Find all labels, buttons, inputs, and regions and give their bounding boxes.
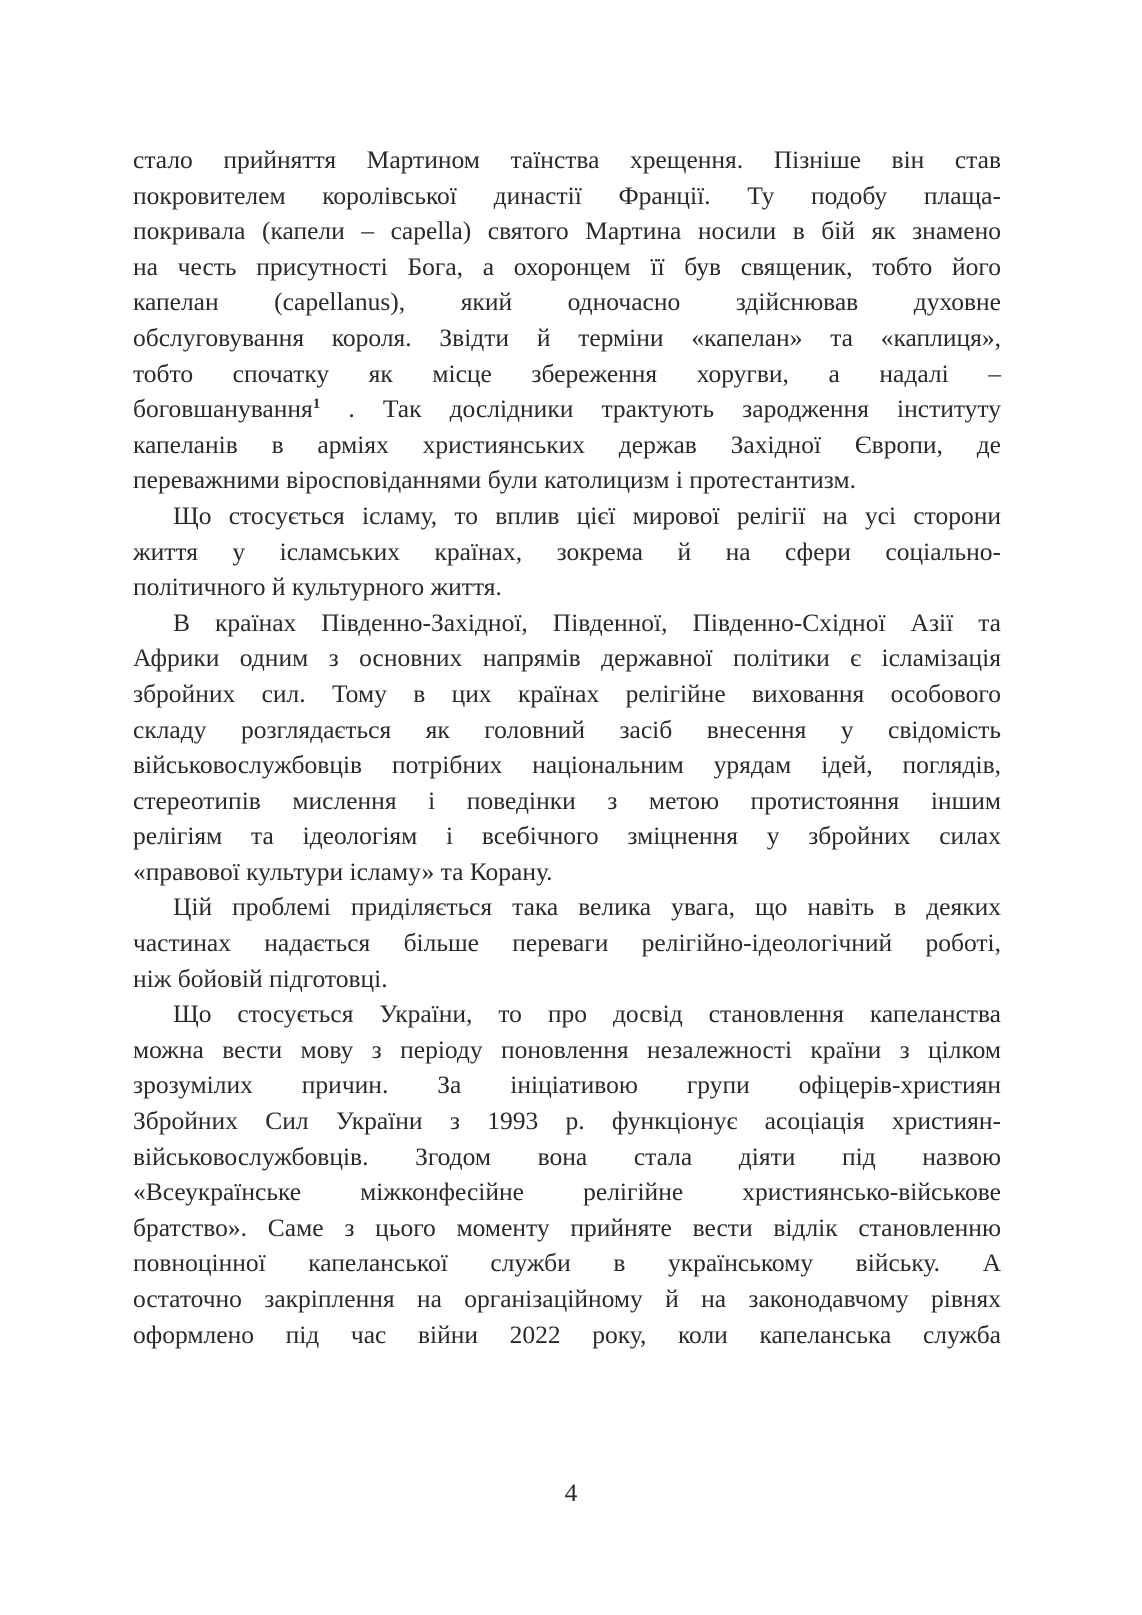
text-line: зрозумілих причин. За ініціативою групи офіцерів-християн xyxy=(133,1070,1001,1100)
text-line-with-footnote xyxy=(133,391,1001,427)
text-line: на честь присутності Бога, а охоронцем її був священик, тобто його xyxy=(133,251,1001,281)
body-text xyxy=(133,142,1001,1352)
text-line: стереотипів мислення і поведінки з метою протистояння іншим xyxy=(133,785,1001,815)
text-line: політичного й культурного життя. xyxy=(133,572,502,602)
text-line: «правової культури ісламу» та Корану. xyxy=(133,856,553,886)
text-line: В країнах Південно-Західної, Південної, Південно-Східної Азії та xyxy=(173,607,1001,637)
text-line: життя у ісламських країнах, зокрема й на сфери соціально- xyxy=(133,536,1001,566)
text-line: можна вести мову з періоду поновлення незалежності країни з цілком xyxy=(133,1034,1001,1064)
text-line: збройних сил. Тому в цих країнах релігійне виховання особового xyxy=(133,678,1001,708)
footnote-reference[interactable]: 1 xyxy=(312,396,321,413)
text-line: ніж бойовій підготовці. xyxy=(133,963,388,993)
text-line: братство». Саме з цього моменту прийняте вести відлік становленню xyxy=(133,1212,1001,1242)
paragraph-4 xyxy=(133,889,1001,996)
text-line: Що стосується України, то про досвід становлення капеланства xyxy=(173,999,1001,1029)
paragraph-5 xyxy=(133,996,1001,1352)
text-line: стало прийняття Мартином таїнства хрещення. Пізніше він став xyxy=(133,145,1001,174)
text-line: обслуговування короля. Звідти й терміни «капелан» та «каплиця», xyxy=(133,322,1001,352)
text-line: тобто спочатку як місце збереження хоругви, а надалі – xyxy=(133,358,1001,388)
text-line: капелан (capellanus), який одночасно здійснював духовне xyxy=(133,287,1001,317)
text-line: остаточно закріплення на організаційному й на законодавчому рівнях xyxy=(133,1284,1001,1313)
text-line: військовослужбовців потрібних національним урядам ідей, поглядів, xyxy=(133,750,1001,780)
text-fragment: . Так дослідники трактують зародження інституту xyxy=(320,394,1001,424)
page-number: 4 xyxy=(564,1478,578,1507)
paragraph-2 xyxy=(133,498,1001,605)
text-line: «Всеукраїнське міжконфесійне релігійне християнсько-військове xyxy=(133,1177,1001,1207)
text-line: покровителем королівської династії Франції. Ту подобу плаща- xyxy=(133,180,1001,210)
text-line: Що стосується ісламу, то вплив цієї мирової релігії на усі сторони xyxy=(173,500,1001,530)
text-line: переважними віросповіданнями були католицизм і протестантизм. xyxy=(133,465,856,495)
text-line: складу розглядається як головний засіб внесення у свідомість xyxy=(133,714,1001,744)
text-line: Цій проблемі приділяється така велика увага, що навіть в деяких xyxy=(173,892,1001,922)
text-line: Збройних Сил України з 1993 р. функціонує асоціація християн- xyxy=(133,1106,1001,1136)
text-line: частинах надається більше переваги релігійно-ідеологічний роботі, xyxy=(133,928,1001,958)
paragraph-1 xyxy=(133,142,1001,498)
text-line: повноцінної капеланської служби в українському війську. А xyxy=(133,1248,1001,1278)
text-line: капеланів в арміях християнських держав Західної Європи, де xyxy=(133,429,1001,459)
text-fragment: боговшанування xyxy=(133,394,313,424)
paragraph-3 xyxy=(133,605,1001,890)
text-line: покривала (капели – capella) святого Мартина носили в бій як знамено xyxy=(133,216,1001,246)
text-line: оформлено під час війни 2022 року, коли капеланська служба xyxy=(133,1319,1001,1349)
text-line: Африки одним з основних напрямів державної політики є ісламізація xyxy=(133,643,1001,673)
text-line: військовослужбовців. Згодом вона стала діяти під назвою xyxy=(133,1141,1001,1171)
text-line: релігіям та ідеологіям і всебічного зміцнення у збройних силах xyxy=(133,821,1001,851)
